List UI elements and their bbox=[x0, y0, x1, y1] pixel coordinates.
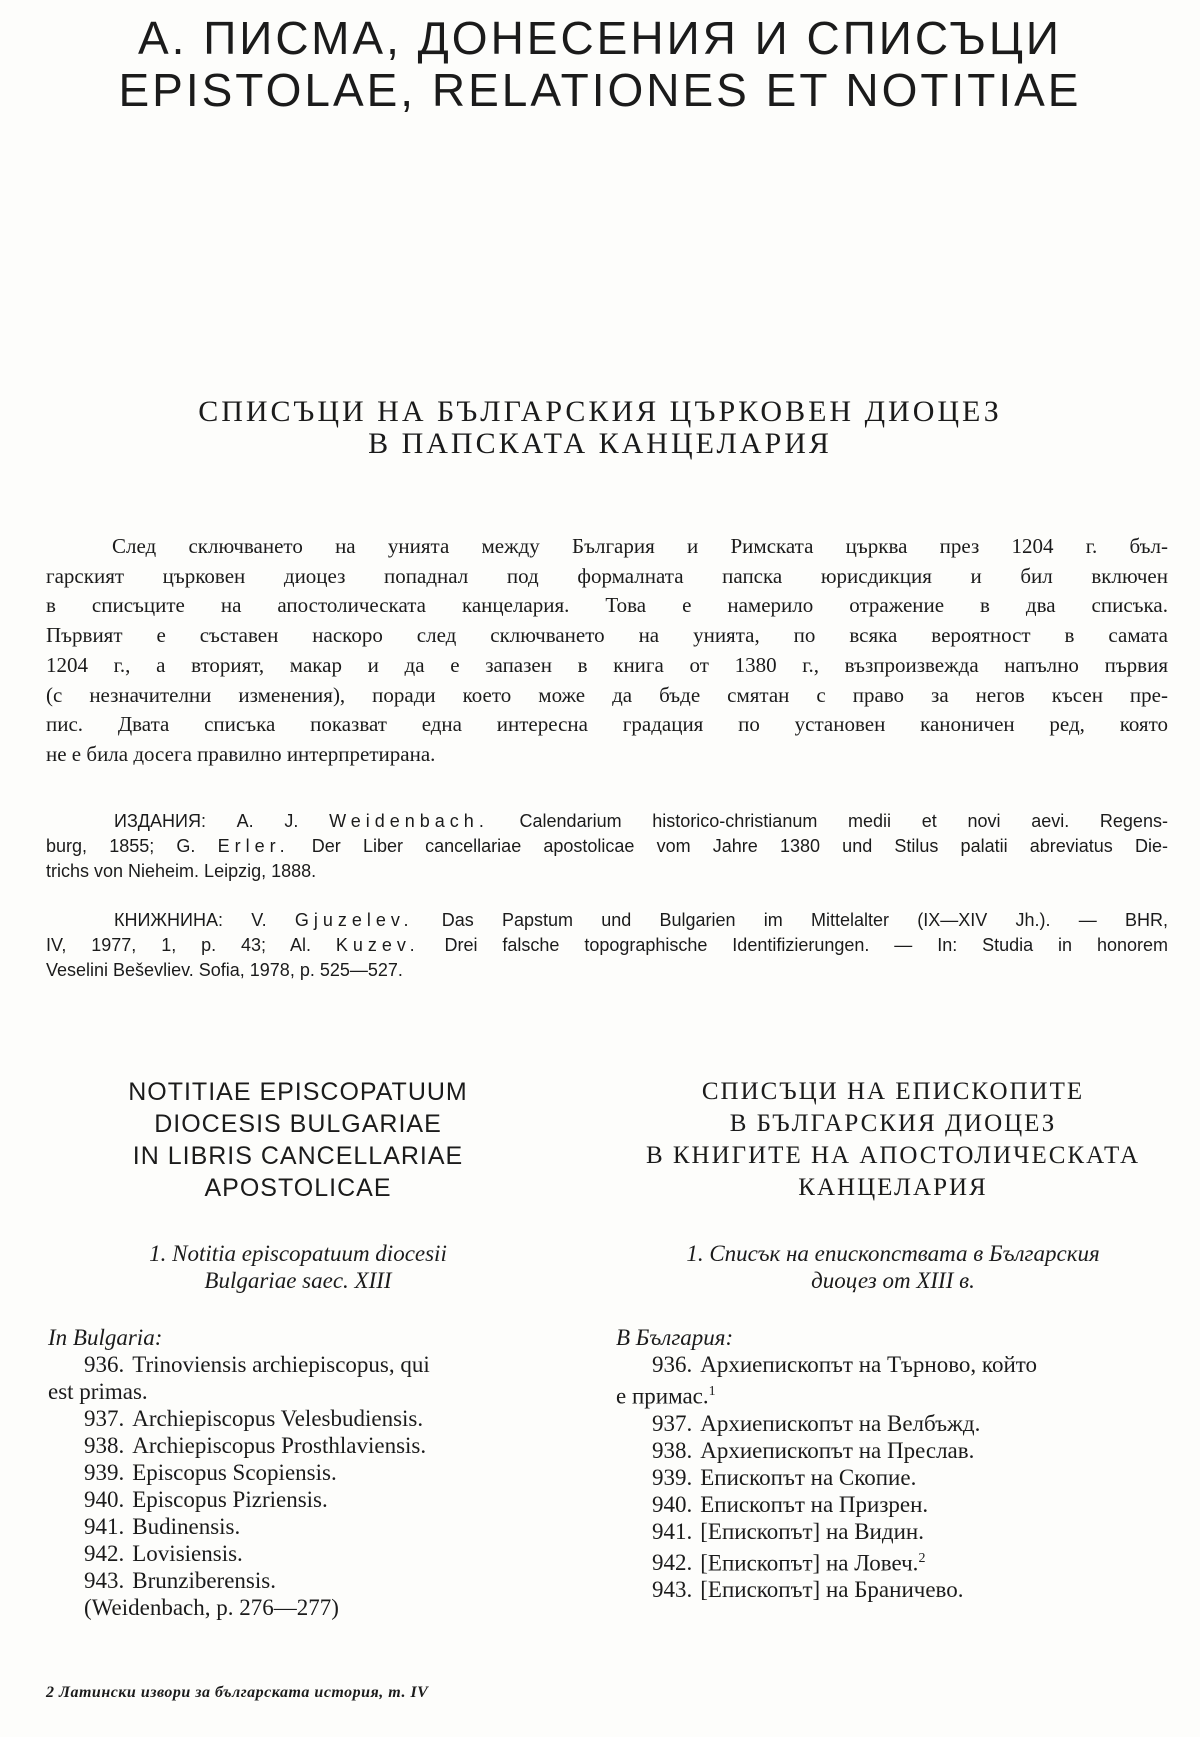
author-name: Gjuzelev. bbox=[294, 910, 414, 930]
intro-line: в списъците на апостолическата канцелария. Това е намерило отражение в два списъка. bbox=[46, 593, 1168, 618]
intro-line: пис. Двата списъка показват една интересна градация по установен каноничен ред, която bbox=[46, 712, 1168, 737]
list-item: 940. Episcopus Pizriensis. bbox=[84, 1487, 328, 1512]
intro-line: Първият е съставен наскоро след сключването на унията, по всяка вероятност в самата bbox=[46, 623, 1168, 648]
author-name: Kuzev. bbox=[335, 935, 420, 955]
intro-line: (с незначителни изменения), поради което може да бъде смятан с право за негов късен пре- bbox=[46, 682, 1168, 707]
literature-line: IV, 1977, 1, p. 43; Al. Kuzev. Drei falsche topographische Identifizierungen. — In: Studia in honorem bbox=[46, 935, 1168, 955]
literature-label: КНИЖНИНА: bbox=[114, 910, 223, 930]
list-item: 942. [Епископът] на Ловеч.$^2$ bbox=[652, 1550, 926, 1576]
bulgarian-column-title: СПИСЪЦИ НА ЕПИСКОПИТЕ В БЪЛГАРСКИЯ ДИОЦЕЗ В КНИГИТЕ НА АПОСТОЛИЧЕСКАТА КАНЦЕЛАРИЯ bbox=[645, 1078, 1141, 1201]
latin-region-label: In Bulgaria: bbox=[48, 1325, 163, 1350]
intro-line: гарският църковен диоцез попаднал под формалната папска юрисдикция и бил включен bbox=[46, 563, 1168, 588]
page-footer: 2 Латински извори за българската история, т. IV bbox=[46, 1684, 429, 1701]
latin-citation: (Weidenbach, p. 276—277) bbox=[84, 1595, 339, 1620]
list-item: est primas. bbox=[48, 1379, 148, 1404]
literature-line: КНИЖНИНА: V. Gjuzelev. Das Papstum und Bulgarien im Mittelalter (IX—XIV Jh.). — BHR, bbox=[114, 910, 1168, 930]
latin-list-subtitle: 1. Notitia episcopatuum diocesii Bulgariae saec. XIII bbox=[149, 1241, 447, 1293]
latin-bishoprics-list bbox=[48, 1351, 548, 1594]
heading-line-latin: EPISTOLAE, RELATIONES ET NOTITIAE bbox=[118, 64, 1082, 116]
latin-column bbox=[48, 1076, 548, 1621]
author-name: Weidenbach. bbox=[329, 811, 489, 831]
list-item: 943. [Епископът] на Браничево. bbox=[652, 1577, 964, 1603]
list-item: 936. Архиепископът на Търново, който bbox=[652, 1352, 1037, 1377]
footnote-marker: 1 bbox=[708, 1384, 716, 1399]
editions-line: burg, 1855; G. Erler. Der Liber cancellariae apostolicae vom Jahre 1380 und Stilus palatii abreviatus Die- bbox=[46, 836, 1168, 856]
list-item: 939. Епископът на Скопие. bbox=[652, 1464, 917, 1490]
section-title bbox=[0, 396, 1200, 460]
section-title-line2: В ПАПСКАТА КАНЦЕЛАРИЯ bbox=[368, 427, 832, 460]
list-item: 936. Trinoviensis archiepiscopus, qui bbox=[84, 1352, 430, 1377]
list-item: 937. Archiepiscopus Velesbudiensis. bbox=[84, 1406, 424, 1431]
editions-line: trichs von Nieheim. Leipzig, 1888. bbox=[46, 861, 317, 881]
list-item: 941. Budinensis. bbox=[84, 1514, 241, 1539]
literature-reference bbox=[46, 908, 1168, 983]
list-item: 937. Архиепископът на Велбъжд. bbox=[652, 1410, 981, 1436]
bulgarian-column bbox=[616, 1076, 1170, 1603]
editions-line: ИЗДАНИЯ: A. J. Weidenbach. Calendarium historico-christianum medii et novi aevi. Regens- bbox=[114, 811, 1168, 831]
author-name: Erler. bbox=[217, 836, 290, 856]
list-item: е примас.$^1$ bbox=[616, 1383, 716, 1409]
bulgarian-region-label: В България: bbox=[616, 1325, 734, 1350]
intro-line: 1204 г., а вторият, макар и да е запазен в книга от 1380 г., възпроизвежда напълно първия bbox=[46, 652, 1168, 677]
list-item: 943. Brunziberensis. bbox=[84, 1568, 276, 1593]
literature-line: Veselini Beševliev. Sofia, 1978, p. 525—527. bbox=[46, 960, 403, 980]
editions-label: ИЗДАНИЯ: bbox=[114, 811, 206, 831]
list-item: 938. Архиепископът на Преслав. bbox=[652, 1437, 975, 1463]
section-title-line1: СПИСЪЦИ НА БЪЛГАРСКИЯ ЦЪРКОВЕН ДИОЦЕЗ bbox=[198, 395, 1002, 428]
footnote-marker: 2 bbox=[918, 1550, 926, 1566]
list-item: 939. Episcopus Scopiensis. bbox=[84, 1460, 337, 1485]
intro-line: не е била досега правилно интерпретирана. bbox=[46, 741, 436, 766]
bulgarian-list-subtitle: 1. Списък на епископствата в Българския диоцез от XIII в. bbox=[686, 1241, 1100, 1293]
list-item: 938. Archiepiscopus Prosthlaviensis. bbox=[84, 1433, 427, 1458]
intro-line: След сключването на унията между България и Римската църква през 1204 г. бъл- bbox=[112, 534, 1168, 558]
list-item: 942. Lovisiensis. bbox=[84, 1541, 243, 1566]
latin-column-title: NOTITIAE EPISCOPATUUM DIOCESIS BULGARIAE IN LIBRIS CANCELLARIAE APOSTOLICAE bbox=[128, 1078, 468, 1202]
heading-line-bulgarian: А. ПИСМА, ДОНЕСЕНИЯ И СПИСЪЦИ bbox=[138, 12, 1062, 64]
list-item: 941. [Епископът] на Видин. bbox=[652, 1518, 924, 1544]
document-heading bbox=[0, 12, 1200, 116]
intro-paragraph bbox=[46, 532, 1168, 770]
list-item: 940. Епископът на Призрен. bbox=[652, 1491, 929, 1517]
editions-reference bbox=[46, 809, 1168, 884]
bulgarian-bishoprics-list bbox=[616, 1351, 1170, 1603]
